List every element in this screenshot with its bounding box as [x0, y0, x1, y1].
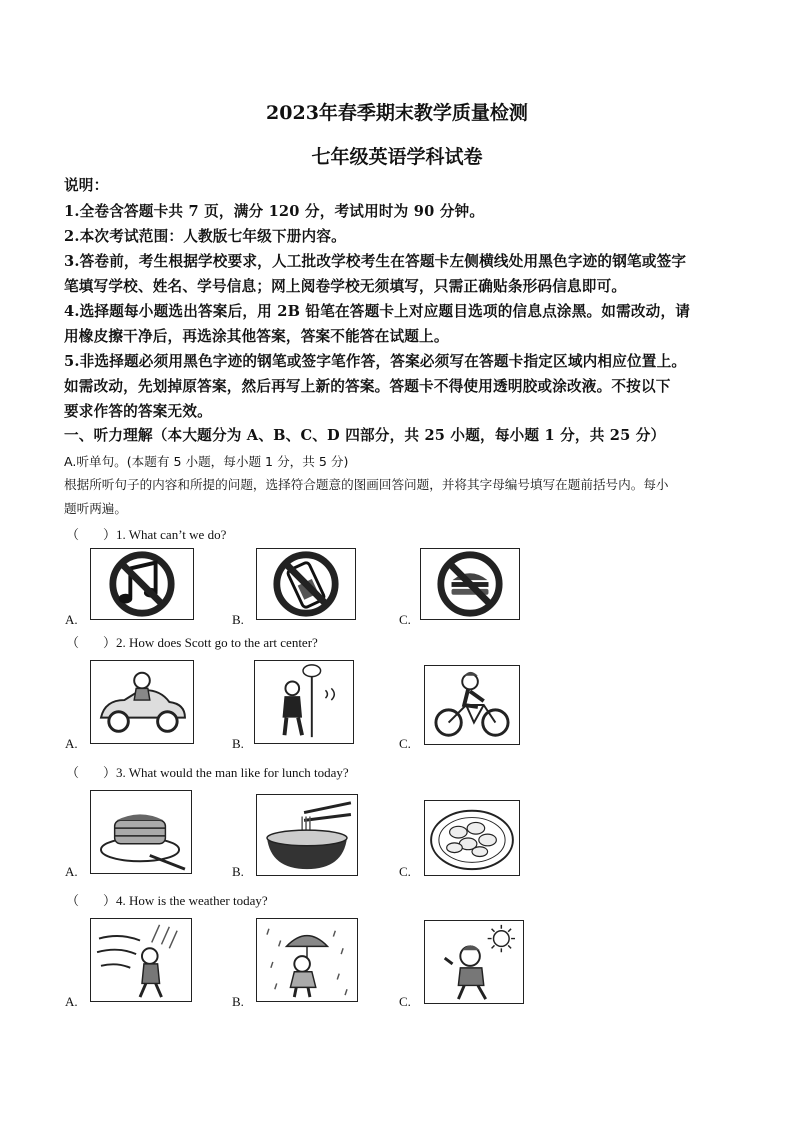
instruction-3b: 笔填写学校、姓名、学号信息；网上阅卷学校无须填写，只需正确贴条形码信息即可。 — [64, 278, 627, 295]
noodles-icon — [256, 794, 358, 876]
option-b: B. — [232, 994, 244, 1009]
instruction-5a: 5.非选择题必须用黑色字迹的钢笔或签字笔作答，答案必须写在答题卡指定区域内相应位置上。 — [64, 353, 687, 370]
part-a-heading: A.听单句。(本题有 5 小题，每小题 1 分，共 5 分) — [64, 454, 349, 469]
bike-icon — [424, 665, 520, 745]
car-icon — [90, 660, 194, 744]
question-text: 2. How does Scott go to the art center? — [116, 635, 318, 650]
rainy-icon — [256, 918, 358, 1002]
question-2 — [66, 632, 318, 651]
question-4 — [66, 890, 268, 909]
question-text: 3. What would the man like for lunch today? — [116, 765, 349, 780]
option-c: C. — [399, 736, 411, 751]
option-a: A. — [65, 612, 78, 627]
part-a-desc-2: 题听两遍。 — [64, 501, 127, 516]
option-b: B. — [232, 736, 244, 751]
section-heading: 一、听力理解（本大题分为 A、B、C、D 四部分，共 25 小题，每小题 1 分，共 25 分） — [64, 427, 666, 444]
option-b: B. — [232, 864, 244, 879]
page-title: 2023年春季期末教学质量检测 — [266, 102, 528, 124]
option-a: A. — [65, 864, 78, 879]
option-c: C. — [399, 864, 411, 879]
option-b: B. — [232, 612, 244, 627]
page-subtitle: 七年级英语学科试卷 — [311, 146, 483, 168]
pancakes-icon — [90, 790, 192, 874]
answer-bracket[interactable]: （ ） — [66, 765, 117, 780]
question-1 — [66, 524, 226, 543]
instructions-heading: 说明： — [64, 177, 109, 194]
answer-bracket[interactable]: （ ） — [66, 527, 117, 542]
instruction-1: 1.全卷含答题卡共 7 页，满分 120 分，考试用时为 90 分钟。 — [64, 203, 485, 220]
option-a: A. — [65, 994, 78, 1009]
instruction-3a: 3.答卷前，考生根据学校要求，人工批改学校考生在答题卡左侧横线处用黑色字迹的钢笔或签字 — [64, 253, 687, 270]
no-phone-icon — [256, 548, 356, 620]
instruction-2: 2.本次考试范围：人教版七年级下册内容。 — [64, 228, 346, 245]
question-text: 4. How is the weather today? — [116, 893, 268, 908]
no-music-icon — [90, 548, 194, 620]
option-c: C. — [399, 994, 411, 1009]
sunny-icon — [424, 920, 524, 1004]
bus-stop-icon — [254, 660, 354, 744]
option-a: A. — [65, 736, 78, 751]
instruction-4a: 4.选择题每小题选出答案后，用 2B 铅笔在答题卡上对应题目选项的信息点涂黑。如需改动，请 — [64, 303, 691, 320]
part-a-desc-1: 根据所听句子的内容和所提的问题，选择符合题意的图画回答问题，并将其字母编号填写在题前括号内。每小 — [64, 477, 669, 492]
answer-bracket[interactable]: （ ） — [66, 635, 117, 650]
instruction-5b: 如需改动，先划掉原答案，然后再写上新的答案。答题卡不得使用透明胶或涂改液。不按以下 — [64, 378, 671, 395]
option-c: C. — [399, 612, 411, 627]
dumplings-icon — [424, 800, 520, 876]
no-food-icon — [420, 548, 520, 620]
answer-bracket[interactable]: （ ） — [66, 893, 117, 908]
windy-icon — [90, 918, 192, 1002]
instruction-5c: 要求作答的答案无效。 — [64, 403, 212, 420]
instruction-4b: 用橡皮擦干净后，再选涂其他答案，答案不能答在试题上。 — [64, 328, 449, 345]
question-text: 1. What can’t we do? — [116, 527, 227, 542]
question-3 — [66, 762, 349, 781]
